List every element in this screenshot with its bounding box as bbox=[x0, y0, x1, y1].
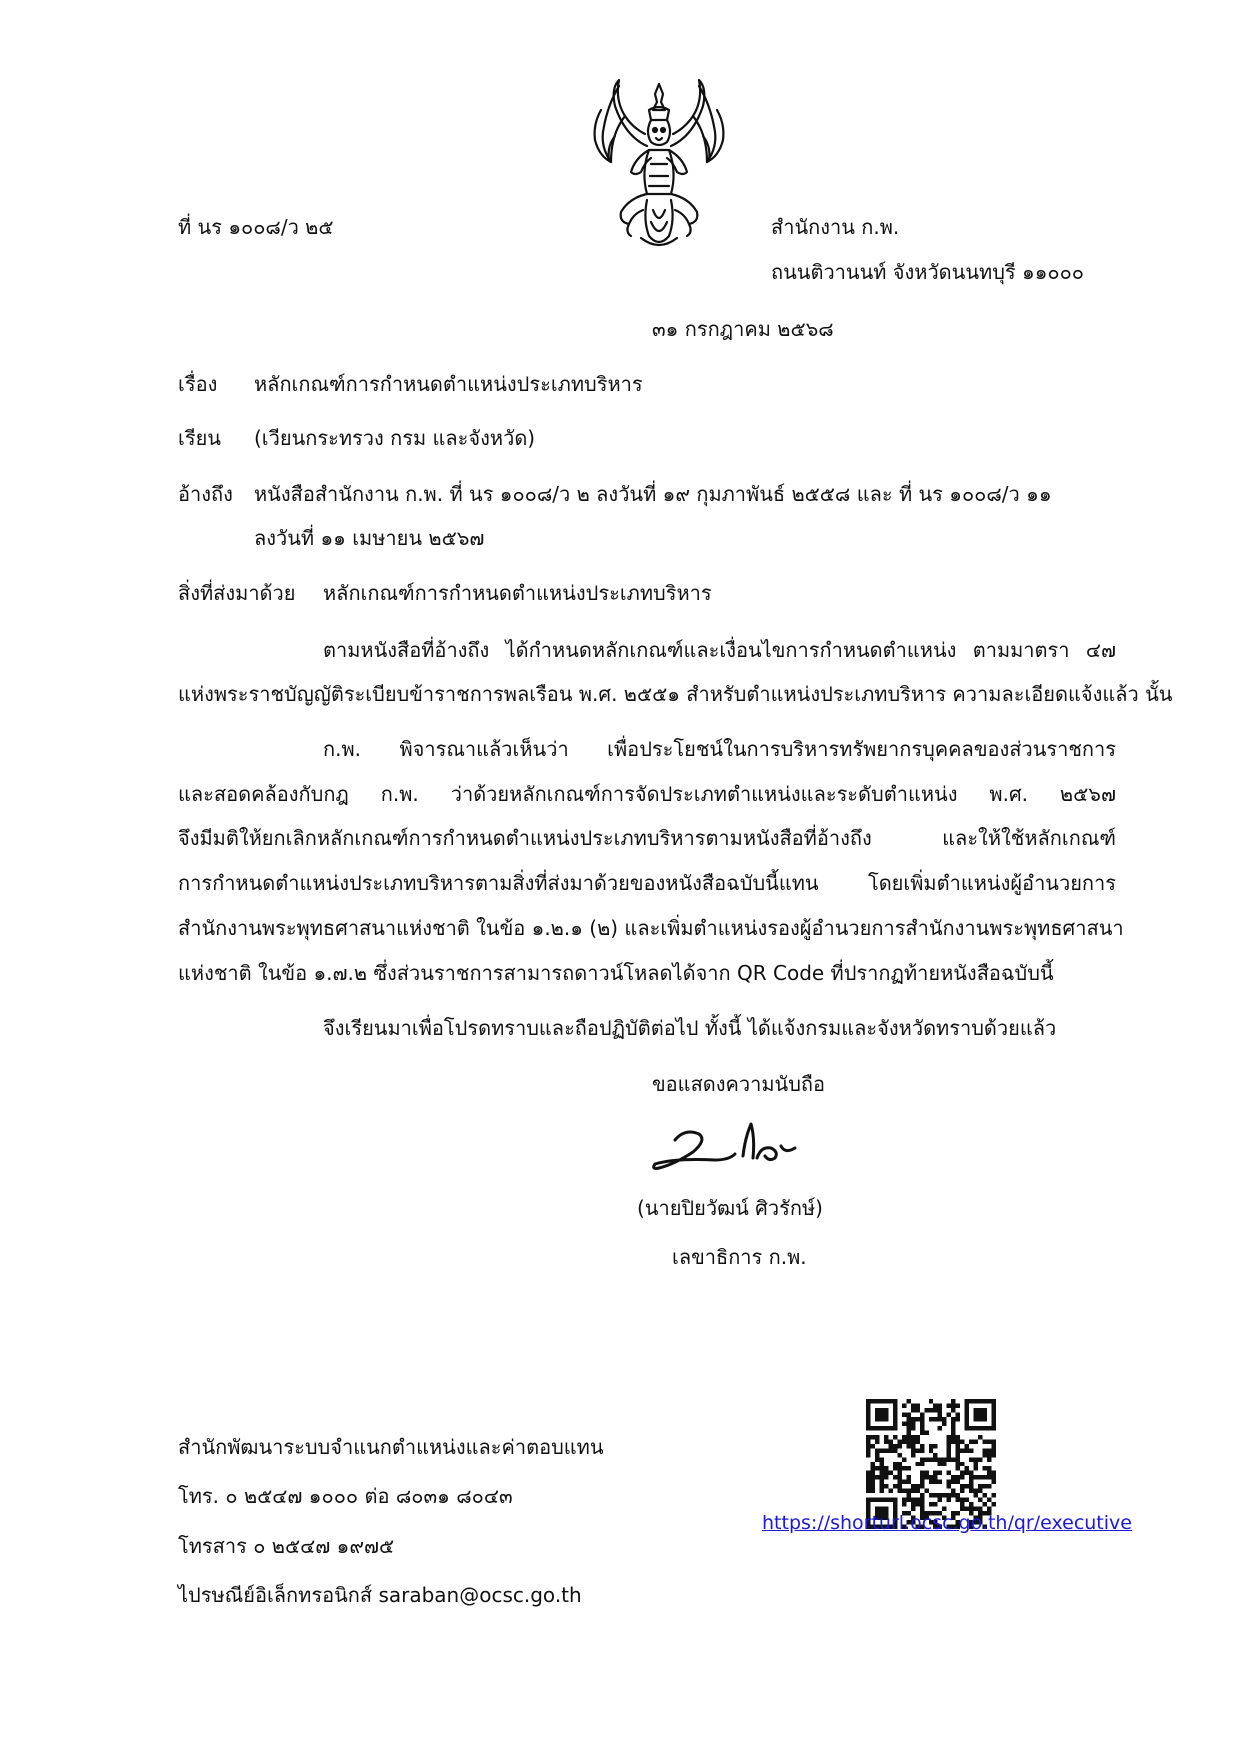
letter-date: ๓๑ กรกฎาคม ๒๕๖๘ bbox=[652, 317, 834, 341]
paragraph-2-line-6: แห่งชาติ ในข้อ ๑.๗.๒ ซึ่งส่วนราชการสามารถดาวน์โหลดได้จาก QR Code ที่ปรากฏท้ายหนังสือฉบับนี้ bbox=[178, 961, 1054, 985]
references-label: อ้างถึง bbox=[178, 482, 233, 506]
paragraph-3: จึงเรียนมาเพื่อโปรดทราบและถือปฏิบัติต่อไป ทั้งนี้ ได้แจ้งกรมและจังหวัดทราบด้วยแล้ว bbox=[323, 1016, 1057, 1040]
office-name: สำนักงาน ก.พ. bbox=[771, 215, 900, 239]
garuda-emblem-icon bbox=[585, 76, 733, 254]
subject-value: หลักเกณฑ์การกำหนดตำแหน่งประเภทบริหาร bbox=[254, 372, 643, 396]
reference-number: ที่ นร ๑๐๐๘/ว ๒๕ bbox=[178, 215, 334, 239]
references-line-2: ลงวันที่ ๑๑ เมษายน ๒๕๖๗ bbox=[254, 526, 485, 550]
qr-url-link[interactable]: https://shorturl.ocsc.go.th/qr/executive bbox=[762, 1512, 1132, 1534]
signer-title: เลขาธิการ ก.พ. bbox=[672, 1245, 807, 1269]
paragraph-1-line-1: ตามหนังสือที่อ้างถึง ได้กำหนดหลักเกณฑ์และเงื่อนไขการกำหนดตำแหน่ง ตามมาตรา ๔๗ bbox=[323, 638, 1116, 662]
handwritten-signature-icon bbox=[645, 1118, 815, 1176]
fax-number: โทรสาร ๐ ๒๕๔๗ ๑๙๗๕ bbox=[178, 1534, 395, 1558]
references-line-1: หนังสือสำนักงาน ก.พ. ที่ นร ๑๐๐๘/ว ๒ ลงวันที่ ๑๙ กุมภาพันธ์ ๒๕๕๘ และ ที่ นร ๑๐๐๘/ว ๑๑ bbox=[254, 482, 1052, 506]
paragraph-1-line-2: แห่งพระราชบัญญัติระเบียบข้าราชการพลเรือน พ.ศ. ๒๕๕๑ สำหรับตำแหน่งประเภทบริหาร ความละเอียดแจ้งแล้ว นั้น bbox=[178, 682, 1173, 706]
phone-number: โทร. ๐ ๒๕๔๗ ๑๐๐๐ ต่อ ๘๐๓๑ ๘๐๔๓ bbox=[178, 1484, 513, 1508]
email-address: ไปรษณีย์อิเล็กทรอนิกส์ saraban@ocsc.go.th bbox=[178, 1583, 582, 1607]
paragraph-2-line-3: จึงมีมติให้ยกเลิกหลักเกณฑ์การกำหนดตำแหน่งประเภทบริหารตามหนังสือที่อ้างถึง และให้ใช้หลักเกณฑ์ bbox=[178, 826, 1116, 850]
paragraph-2-line-5: สำนักงานพระพุทธศาสนาแห่งชาติ ในข้อ ๑.๒.๑ (๒) และเพิ่มตำแหน่งรองผู้อำนวยการสำนักงานพระพุทธศาสนา bbox=[178, 916, 1124, 940]
recipient-value: (เวียนกระทรวง กรม และจังหวัด) bbox=[254, 426, 536, 450]
enclosure-value: หลักเกณฑ์การกำหนดตำแหน่งประเภทบริหาร bbox=[323, 581, 712, 605]
division-name: สำนักพัฒนาระบบจำแนกตำแหน่งและค่าตอบแทน bbox=[178, 1435, 604, 1459]
enclosure-label: สิ่งที่ส่งมาด้วย bbox=[178, 581, 296, 605]
signer-name: (นายปิยวัฒน์ ศิวรักษ์) bbox=[637, 1196, 823, 1220]
paragraph-2-line-2: และสอดคล้องกับกฎ ก.พ. ว่าด้วยหลักเกณฑ์การจัดประเภทตำแหน่งและระดับตำแหน่ง พ.ศ. ๒๕๖๗ bbox=[178, 782, 1116, 806]
paragraph-2-line-4: การกำหนดตำแหน่งประเภทบริหารตามสิ่งที่ส่งมาด้วยของหนังสือฉบับนี้แทน โดยเพิ่มตำแหน่งผู้อำนวยการ bbox=[178, 871, 1116, 895]
subject-label: เรื่อง bbox=[178, 372, 218, 396]
office-address: ถนนติวานนท์ จังหวัดนนทบุรี ๑๑๐๐๐ bbox=[771, 260, 1085, 284]
paragraph-2-line-1: ก.พ. พิจารณาแล้วเห็นว่า เพื่อประโยชน์ในการบริหารทรัพยากรบุคคลของส่วนราชการ bbox=[323, 737, 1116, 761]
closing-salutation: ขอแสดงความนับถือ bbox=[652, 1072, 826, 1096]
recipient-label: เรียน bbox=[178, 426, 221, 450]
